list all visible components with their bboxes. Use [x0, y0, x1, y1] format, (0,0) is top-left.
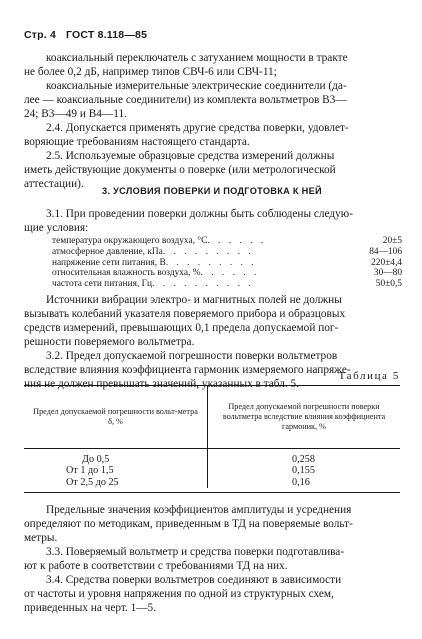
text-line: коаксиальный переключатель с затуханием мощности в тракте — [46, 52, 348, 64]
text-line: от частоты и уровня напряжения по одной из структурных схем, — [24, 588, 334, 600]
text-line: щие условия: — [24, 222, 89, 234]
standard-code: ГОСТ 8.118—85 — [66, 29, 148, 41]
text-line: аттестации). — [24, 178, 84, 190]
condition-value: 20±5 — [382, 236, 402, 246]
text-line: вследствие влияния коэффициента гармоник измеряемого напряже- — [24, 364, 351, 376]
text-line: вызывать колебаний указателя поверяемого прибора и образцовых — [24, 308, 346, 320]
text-line: метры. — [24, 532, 58, 544]
table-cell: 0,155 — [292, 465, 315, 477]
condition-row — [52, 268, 402, 279]
intro-block — [24, 51, 400, 191]
section-title: 3. УСЛОВИЯ ПОВЕРКИ И ПОДГОТОВКА К НЕЙ — [102, 186, 322, 196]
text-line: Источники вибрации электро- и магнитных полей не должны — [46, 294, 342, 306]
text-line: 24; В3—49 и В4—11. — [24, 108, 127, 120]
condition-name: напряжение сети питания, В — [52, 257, 166, 268]
condition-row — [52, 279, 402, 290]
text-line: 2.4. Допускается применять другие средства поверки, удовлет- — [46, 122, 349, 134]
condition-value: 84—106 — [369, 246, 402, 257]
text-line: решности поверяемого вольтметра. — [24, 336, 195, 348]
text-line: 3.3. Поверяемый вольтметр и средства поверки подготавлива- — [46, 546, 345, 558]
closing-block — [24, 503, 400, 615]
table-5 — [24, 385, 400, 493]
text-line: 2.5. Используемые образцовые средства измерений должны — [46, 150, 335, 162]
table-cell: 0,16 — [292, 476, 310, 488]
text-line: средств измерений, превышающих 0,1 предела допускаемой пог- — [24, 322, 339, 334]
table-cell: От 1 до 1,5 — [66, 465, 114, 477]
text-line: коаксиальные измерительные электрические соединители (да- — [46, 80, 347, 92]
text-line: 3.2. Предел допускаемой погрешности поверки вольтметров — [46, 350, 338, 362]
text-line: не более 0,2 дБ, например типов СВЧ-6 или СВЧ-11; — [24, 66, 277, 78]
condition-row — [52, 236, 402, 247]
page-header — [24, 29, 157, 41]
leader-dots: . . . . . . . . . — [162, 246, 254, 257]
table-cell: До 0,5 — [82, 454, 110, 465]
table-cell: От 2,5 до 25 — [66, 476, 119, 488]
column-header-verification-error: Предел допускаемой погрешности поверки вольтметра вследствие влияния коэффициента гармоник, % — [222, 402, 386, 431]
text-line: Предельные значения коэффициентов амплитуды и усреднения — [46, 504, 352, 516]
condition-name: относительная влажность воздуха, % — [52, 268, 201, 279]
table-body — [24, 449, 400, 488]
condition-name: частота сети питания, Гц — [52, 279, 153, 290]
text-line: приведенных на черт. 1—5. — [24, 602, 157, 614]
table-cell: 0,258 — [292, 454, 315, 465]
column-header-error-limit: Предел допускаемой погрешности вольт-метра δ, % — [24, 386, 208, 448]
column-ranges — [24, 449, 208, 488]
table-bottom-rule — [24, 492, 400, 493]
condition-value: 220±4,4 — [371, 257, 402, 268]
column-values — [208, 449, 400, 488]
table-header — [24, 386, 400, 449]
text-line: воряющие требованиям настоящего стандарта. — [24, 136, 250, 148]
text-line: ния не должен превышать значений, указанных в табл. 5. — [24, 378, 300, 390]
text-line: определяют по методикам, приведенным в ТД на поверяемые вольт- — [24, 518, 353, 530]
condition-row — [52, 258, 402, 269]
condition-value: 50±0,5 — [375, 279, 402, 290]
page-number: Стр. 4 — [24, 29, 57, 41]
condition-value: 30—80 — [373, 268, 402, 279]
leader-dots: . . . . . . — [207, 236, 267, 246]
text-line: 3.1. При проведении поверки должны быть соблюдены следую- — [46, 208, 353, 220]
leader-dots: . . . . . . . . . — [165, 257, 257, 268]
text-line: ют к работе в соответствии с требованиями ТД на них. — [24, 560, 288, 572]
table-caption: Таблица 5 — [338, 370, 400, 382]
text-line: иметь действующие документы о поверке (или метрологической — [24, 164, 336, 176]
leader-dots: . . . . . . . . . . — [152, 279, 254, 290]
text-line: 3.4. Средства поверки вольтметров соединяют в зависимости — [46, 574, 342, 586]
condition-name: температура окружающего воздуха, °С — [52, 236, 208, 246]
leader-dots: . . . . . . — [200, 268, 260, 279]
condition-row — [52, 247, 402, 258]
clause-3-1 — [24, 207, 400, 235]
conditions-list — [52, 236, 402, 290]
condition-name: атмосферное давление, кПа — [52, 246, 163, 257]
text-line: лее — коаксиальные соединители) из комплекта вольтметров В3— — [24, 94, 347, 106]
